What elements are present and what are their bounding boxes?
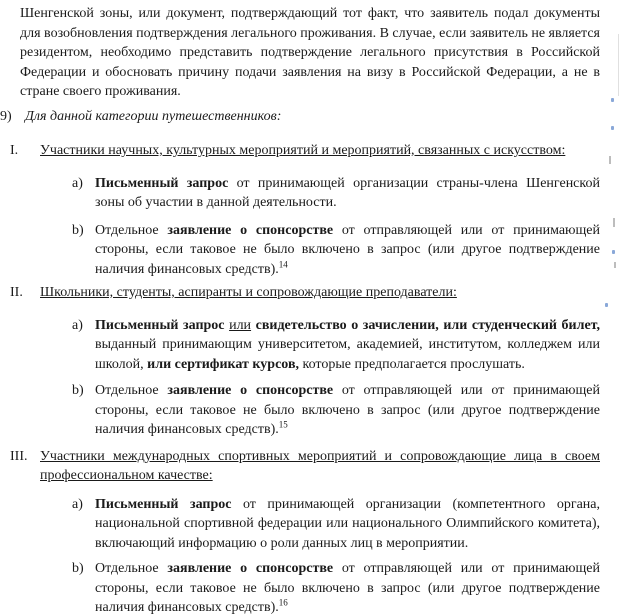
- item-text: [95, 174, 600, 213]
- right-edge-artifact: [612, 250, 615, 254]
- item-label: a): [72, 175, 83, 191]
- bold-run: Письменный запрос: [95, 317, 230, 333]
- section-i-item-b: [72, 221, 620, 280]
- section-ii-item-a: [72, 316, 620, 375]
- text-run: Отдельное: [95, 222, 168, 238]
- right-edge-artifact: [611, 126, 614, 130]
- item-label: a): [72, 317, 83, 333]
- text-run: от принимающей организации (компетентного органа, национальной спортивной федерации или национального Олимпийского комитета), включающий информацию о роли данных лиц в мероприятии.: [95, 496, 600, 551]
- text-run: которые предполагается прослушать.: [299, 356, 525, 372]
- section-ii-item-b: [72, 381, 620, 440]
- item-text: [95, 316, 600, 375]
- bold-run: заявление о спонсорстве: [167, 383, 334, 398]
- bold-run: Письменный запрос: [95, 175, 229, 191]
- list-item-9-number: 9): [0, 108, 12, 124]
- text-run: от отправляющей или от принимающей стороны, если таковое не было включено в запрос (или другое подтверждение наличия финансовых средств).: [95, 561, 600, 615]
- item-label: b): [72, 222, 84, 238]
- text-run: выданный принимающим университетом, академией, институтом, колледжем или школой,: [95, 337, 600, 372]
- footnote-reference: 14: [278, 258, 288, 269]
- text-run: от принимающей организации страны-члена Шенгенской зоны об участии в данной деятельности.: [95, 175, 600, 210]
- section-ii-heading-row: [10, 283, 600, 303]
- right-edge-artifact: [605, 303, 608, 307]
- bold-run: Письменный запрос: [95, 496, 232, 512]
- list-item-9: [0, 107, 620, 127]
- text-run: Отдельное: [95, 383, 168, 398]
- section-ii-numeral: II.: [10, 285, 23, 300]
- section-iii-heading: Участники международных спортивных мероприятий и сопровождающие лица в своем профессиональном качестве:: [40, 448, 600, 483]
- bold-run: заявление о спонсорстве: [167, 222, 334, 238]
- item-text: [95, 559, 600, 616]
- section-iii-heading-row: [10, 447, 600, 486]
- text-run: от отправляющей или от принимающей стороны, если таковое не было включено в запрос (или другое подтверждение наличия финансовых средств).: [95, 383, 600, 437]
- item-text: [95, 495, 600, 554]
- footnote-reference: 15: [278, 419, 288, 430]
- section-i-numeral: I.: [10, 143, 19, 158]
- right-edge-artifact: [618, 34, 619, 96]
- bold-run: свидетельство о зачислении, или студенческий билет,: [251, 317, 600, 333]
- bold-run: заявление о спонсорстве: [167, 561, 334, 576]
- right-edge-artifact: [611, 98, 614, 102]
- section-i-heading: Участники научных, культурных мероприятий и мероприятий, связанных с искусством:: [40, 143, 566, 158]
- footnote-reference: 16: [278, 597, 288, 608]
- section-iii-item-b: [72, 559, 620, 616]
- section-ii-heading: Школьники, студенты, аспиранты и сопровождающие преподаватели:: [40, 285, 457, 300]
- section-iii-item-a: [72, 495, 620, 554]
- list-item-9-text: Для данной категории путешественников:: [25, 108, 282, 124]
- section-i-heading-row: [10, 141, 600, 161]
- right-edge-artifact: [614, 262, 616, 268]
- item-label: b): [72, 561, 84, 576]
- item-label: a): [72, 496, 83, 512]
- section-iii-numeral: III.: [10, 448, 28, 464]
- right-edge-artifact: [609, 156, 611, 164]
- section-i-item-a: [72, 174, 620, 213]
- text-run: от отправляющей или от принимающей стороны, если таковое не было включено в запрос (или другое подтверждение наличия финансовых средств).: [95, 222, 600, 277]
- item-label: b): [72, 383, 84, 398]
- underlined-run: или: [229, 317, 252, 333]
- intro-paragraph: Шенгенской зоны, или документ, подтверждающий тот факт, что заявитель подал документы для возобновления подтверждения легального проживания. В случае, если заявитель не является резидентом, необходимо представить подтверждение легального присутствия в Российской Федерации и обосновать причину подачи заявления на визу в Российской Федерации, а не в стране своего проживания.: [20, 6, 600, 99]
- item-text: [95, 221, 600, 280]
- text-run: Отдельное: [95, 561, 168, 576]
- right-edge-artifact: [613, 218, 615, 227]
- bold-run: или сертификат курсов,: [147, 356, 300, 372]
- item-text: [95, 381, 600, 440]
